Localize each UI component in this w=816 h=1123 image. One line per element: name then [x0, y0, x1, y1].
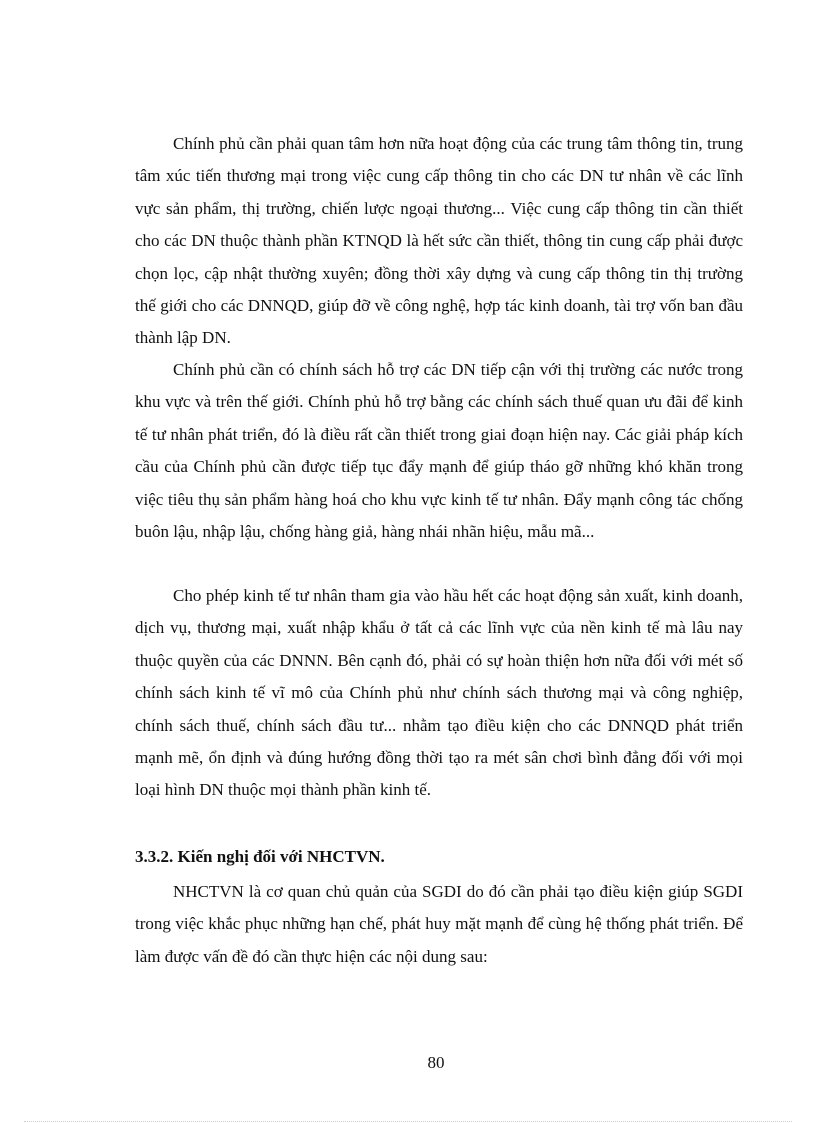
paragraph-nhctvn-role: NHCTVN là cơ quan chủ quản của SGDI do đó cần phải tạo điều kiện giúp SGDI trong việc khắc phục những hạn chế, phát huy mặt mạnh để cùng hệ thống phát triển. Để làm được vấn đề đó cần thực hiện các nội dung sau: [135, 882, 743, 966]
paragraph-private-sector-participation: Cho phép kinh tế tư nhân tham gia vào hầu hết các hoạt động sản xuất, kinh doanh, dịch vụ, thương mại, xuất nhập khẩu ở tất cả các lĩnh vực của nền kinh tế mà lâu nay thuộc quyền của các DNNN. Bên cạnh đó, phải có sự hoàn thiện hơn nữa đối với mét số chính sách kinh tế vĩ mô của Chính phủ như chính sách thương mại và công nghiệp, chính sách thuế, chính sách đầu tư... nhằm tạo điều kiện cho các DNNQD phát triển mạnh mẽ, ổn định và đúng hướng đồng thời tạo ra mét sân chơi bình đẳng đối với mọi loại hình DN thuộc mọi thành phần kinh tế. [135, 586, 743, 800]
paragraph-information-support: Chính phủ cần phải quan tâm hơn nữa hoạt động của các trung tâm thông tin, trung tâm xúc tiến thương mại trong việc cung cấp thông tin cho các DN tư nhân về các lĩnh vực sản phẩm, thị trường, chiến lược ngoại thương... Việc cung cấp thông tin cần thiết cho các DN thuộc thành phần KTNQD là hết sức cần thiết, thông tin cung cấp phải được chọn lọc, cập nhật thường xuyên; đồng thời xây dựng và cung cấp thông tin thị trường thế giới cho các DNNQD, giúp đỡ về công nghệ, hợp tác kinh doanh, tài trợ vốn ban đầu thành lập DN. [135, 134, 743, 348]
page-number: 80 [427, 1053, 445, 1072]
section-heading: 3.3.2. Kiến nghị đối với NHCTVN. [135, 847, 385, 866]
page-bottom-divider [24, 1121, 792, 1122]
paragraph-market-access: Chính phủ cần có chính sách hỗ trợ các DN tiếp cận với thị trường các nước trong khu vực và trên thế giới. Chính phủ hỗ trợ bằng các chính sách thuế quan ưu đãi để kinh tế tư nhân phát triển, đó là điều rất cần thiết trong giai đoạn hiện nay. Các giải pháp kích cầu của Chính phủ cần được tiếp tục đẩy mạnh để giúp tháo gỡ những khó khăn trong việc tiêu thụ sản phẩm hàng hoá cho khu vực kinh tế tư nhân. Đẩy mạnh công tác chống buôn lậu, nhập lậu, chống hàng giả, hàng nhái nhãn hiệu, mẫu mã... [135, 360, 743, 542]
